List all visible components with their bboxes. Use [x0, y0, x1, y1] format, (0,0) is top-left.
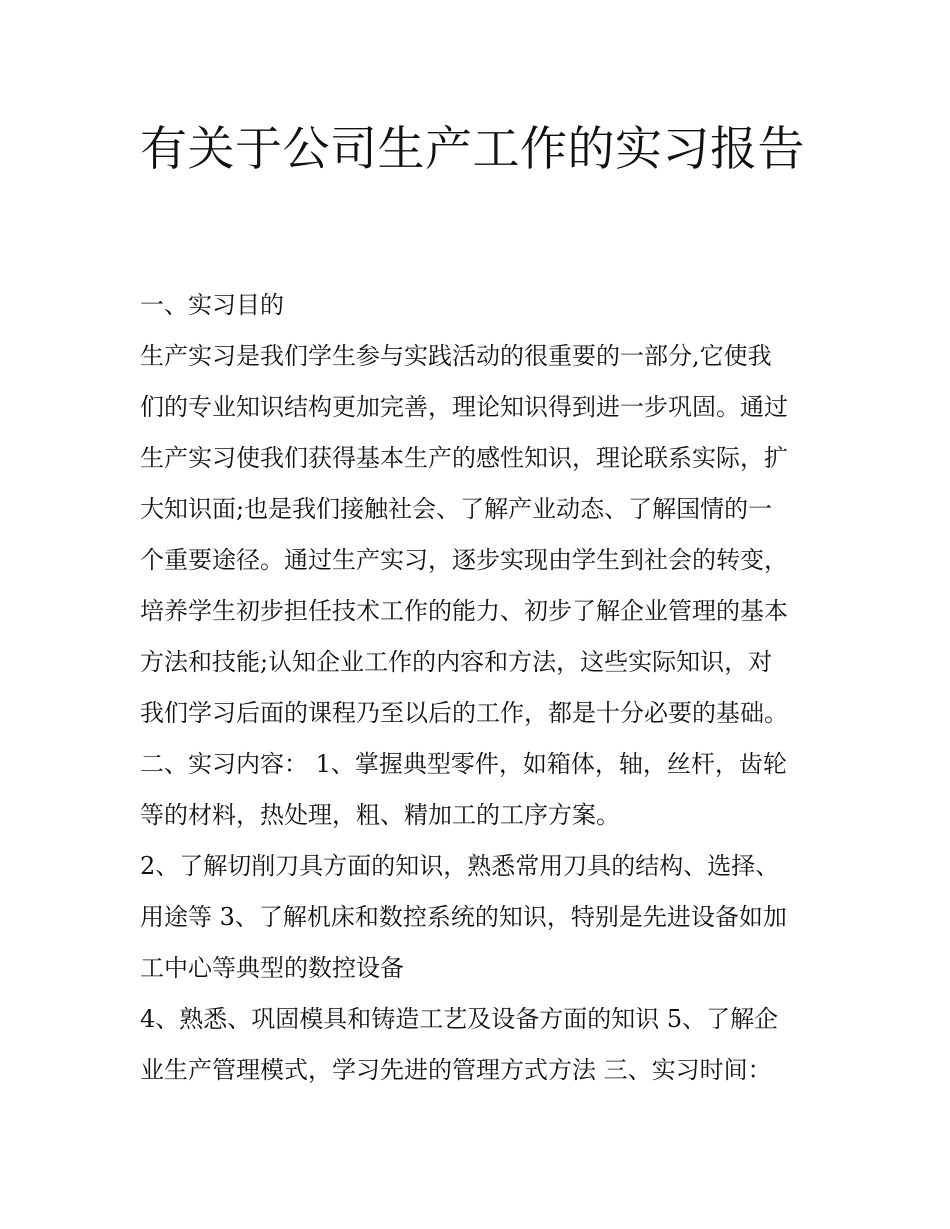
paragraph-line: 生产实习使我们获得基本生产的感性知识，理论联系实际，扩 [140, 444, 788, 472]
list-item-line: 业生产管理模式，学习先进的管理方式方法 三、实习时间： [140, 1056, 772, 1084]
list-item-line: 工中心等典型的数控设备 [140, 954, 404, 982]
paragraph-line: 等的材料，热处理，粗、精加工的工序方案。 [140, 801, 620, 829]
section-heading-content: 二、实习内容： 1、掌握典型零件，如箱体，轴，丝杆，齿轮 [140, 750, 787, 778]
paragraph-line: 我们学习后面的课程乃至以后的工作，都是十分必要的基础。 [140, 699, 788, 727]
paragraph-line: 培养学生初步担任技术工作的能力、初步了解企业管理的基本 [140, 597, 788, 625]
paragraph-line: 大知识面;也是我们接触社会、了解产业动态、了解国情的一 [140, 495, 773, 523]
document-body [140, 280, 820, 1096]
list-item-line: 4、熟悉、巩固模具和铸造工艺及设备方面的知识 5、了解企 [140, 1005, 779, 1033]
paragraph-line: 生产实习是我们学生参与实践活动的很重要的一部分,它使我 [140, 342, 772, 370]
document-title: 有关于公司生产工作的实习报告 [140, 122, 805, 177]
list-item-line: 用途等 3、了解机床和数控系统的知识，特别是先进设备如加 [140, 903, 787, 931]
section-heading-purpose: 一、实习目的 [140, 291, 284, 319]
paragraph-line: 方法和技能;认知企业工作的内容和方法，这些实际知识，对 [140, 648, 773, 676]
list-item-line: 2、了解切削刀具方面的知识，熟悉常用刀具的结构、选择、 [140, 852, 780, 880]
paragraph-line: 个重要途径。通过生产实习，逐步实现由学生到社会的转变， [140, 546, 788, 574]
paragraph-line: 们的专业知识结构更加完善，理论知识得到进一步巩固。通过 [140, 393, 788, 421]
